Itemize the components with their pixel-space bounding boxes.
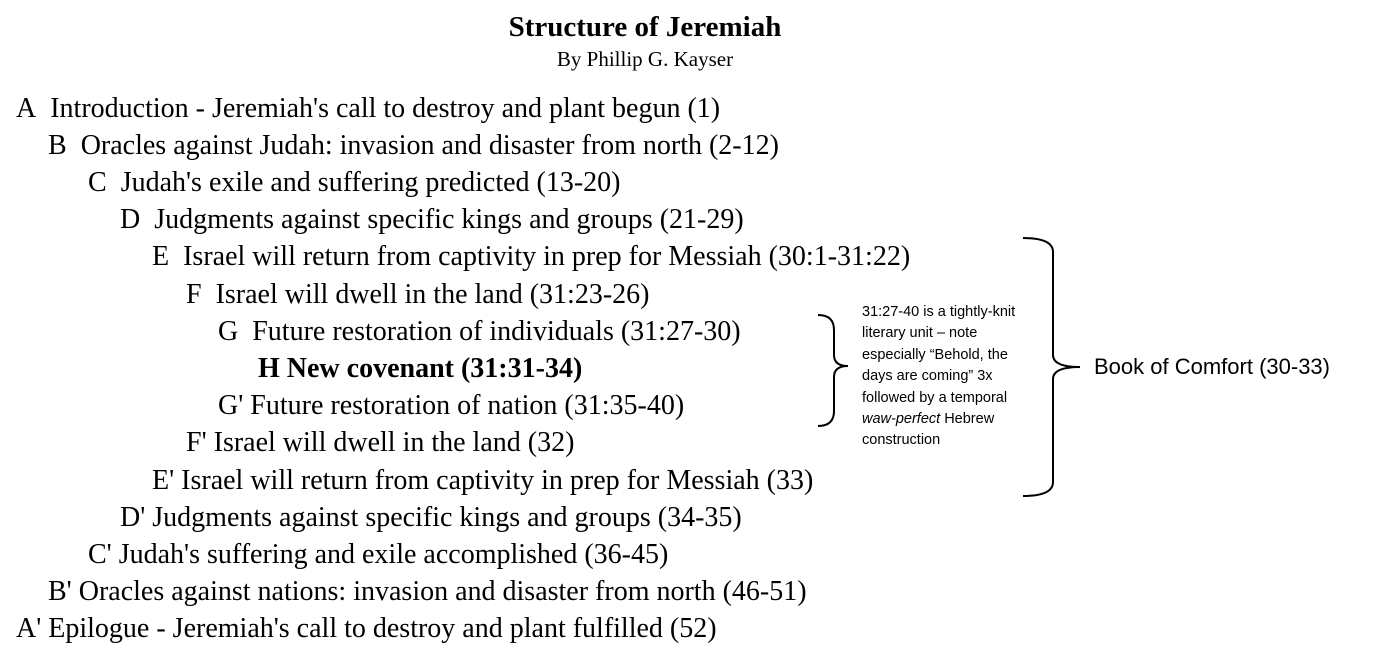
note-text: Hebrew <box>940 411 995 428</box>
row-label: H <box>258 353 280 384</box>
row-text: Future restoration of nation (31:35-40) <box>250 390 685 421</box>
row-text: Epilogue - Jeremiah's call to destroy and plant fulfilled (52) <box>48 613 717 644</box>
row-label: B <box>48 130 67 161</box>
row-label: D <box>120 204 141 235</box>
inner-brace <box>818 315 848 426</box>
row-text: Judgments against specific kings and groups (21-29) <box>154 204 744 235</box>
row-label: B' <box>48 576 72 607</box>
note-emphasis: waw-perfect <box>862 411 941 428</box>
row-label: F' <box>186 427 207 458</box>
author-line: By Phillip G. Kayser <box>556 47 734 71</box>
row-text: Israel will return from captivity in prep for Messiah (33) <box>181 465 814 496</box>
row-text: Israel will return from captivity in prep for Messiah (30:1-31:22) <box>183 241 911 272</box>
note-line: literary unit – note <box>862 325 978 342</box>
row-label: G' <box>218 390 244 421</box>
row-label: G <box>218 316 239 347</box>
row-label: D' <box>120 502 146 533</box>
row-label: A <box>16 93 37 124</box>
row-text: Judah's exile and suffering predicted (13-20) <box>120 167 621 198</box>
row-text: Introduction - Jeremiah's call to destroy and plant begun (1) <box>50 93 721 124</box>
diagram-title: Structure of Jeremiah <box>508 11 782 43</box>
row-label: E' <box>152 465 175 496</box>
row-text: New covenant (31:31-34) <box>286 353 583 384</box>
note-line: followed by a temporal <box>862 389 1008 406</box>
note-line <box>862 409 1047 430</box>
literary-unit-note <box>862 302 1047 452</box>
book-of-comfort-label: Book of Comfort (30-33) <box>1094 354 1330 379</box>
note-line: construction <box>862 432 941 449</box>
row-text: Judgments against specific kings and groups (34-35) <box>152 502 742 533</box>
row-label: A' <box>16 613 42 644</box>
row-label: C <box>88 167 107 198</box>
row-label: F <box>186 279 202 310</box>
note-line: 31:27-40 is a tightly-knit <box>862 304 1016 320</box>
row-label: C' <box>88 539 112 570</box>
row-text: Israel will dwell in the land (32) <box>213 427 575 458</box>
row-text: Oracles against nations: invasion and disaster from north (46-51) <box>78 576 807 607</box>
note-line: days are coming” 3x <box>862 368 993 385</box>
row-text: Judah's suffering and exile accomplished (36-45) <box>118 539 669 570</box>
row-text: Future restoration of individuals (31:27-30) <box>252 316 741 347</box>
row-label: E <box>152 241 170 272</box>
row-text: Oracles against Judah: invasion and disaster from north (2-12) <box>80 130 779 161</box>
row-text: Israel will dwell in the land (31:23-26) <box>215 279 650 310</box>
note-line: especially “Behold, the <box>862 346 1008 363</box>
